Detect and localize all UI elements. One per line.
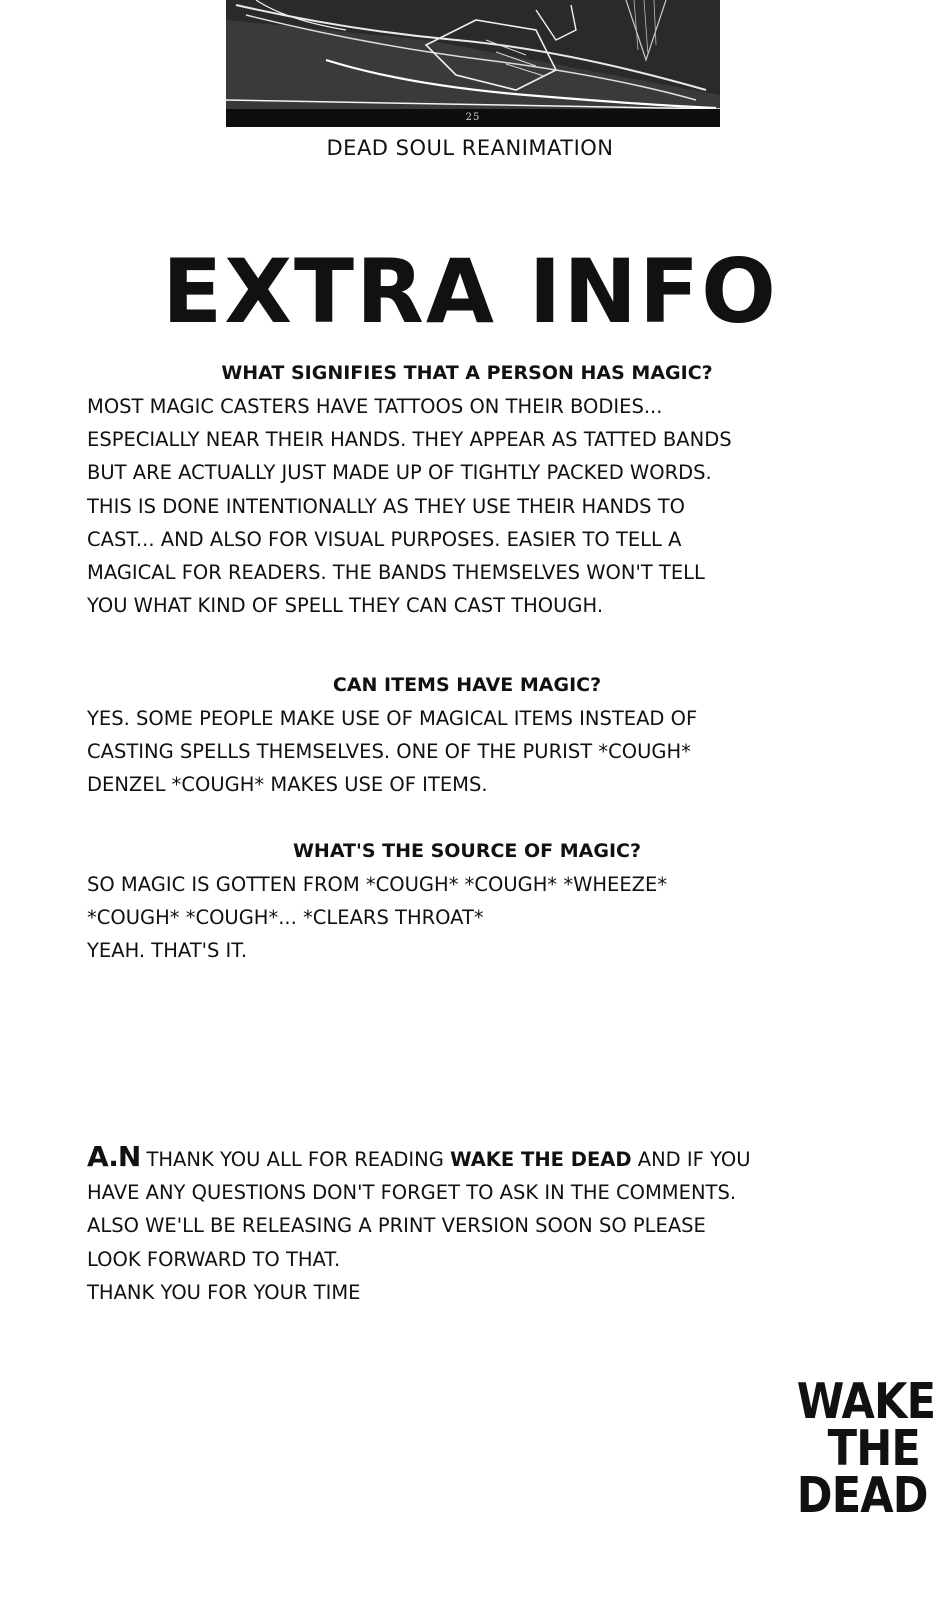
author-note-line: LOOK FORWARD TO THAT. (87, 1247, 341, 1271)
question: CAN ITEMS HAVE MAGIC? (332, 674, 602, 696)
answer-line: YEAH. THAT'S IT. (87, 939, 248, 963)
answer-line: ESPECIALLY NEAR THEIR HANDS. THEY APPEAR AS TATTED BANDS (87, 428, 732, 452)
question: WHAT'S THE SOURCE OF MAGIC? (292, 840, 642, 862)
answer-line: CAST... AND ALSO FOR VISUAL PURPOSES. EASIER TO TELL A (87, 527, 682, 551)
answer-line: MOST MAGIC CASTERS HAVE TATTOOS ON THEIR BODIES... (87, 395, 663, 418)
answer-line: *COUGH* *COUGH*... *CLEARS THROAT* (87, 906, 484, 930)
author-note-text: AND IF YOU (637, 1148, 751, 1171)
panel-artwork (226, 0, 720, 127)
series-title: WAKE THE DEAD (450, 1148, 632, 1171)
page-title: EXTRA INFO (162, 240, 778, 343)
page-number: 25 (226, 109, 720, 127)
author-note-mark: A.N (87, 1140, 141, 1173)
series-logo (796, 1373, 936, 1524)
answer-line: THIS IS DONE INTENTIONALLY AS THEY USE THEIR HANDS TO (87, 494, 685, 518)
answer-line: DENZEL *COUGH* MAKES USE OF ITEMS. (87, 773, 488, 797)
logo-line: WAKE (796, 1373, 936, 1430)
author-note-line: THANK YOU FOR YOUR TIME (87, 1280, 361, 1304)
answer-line: MAGICAL FOR READERS. THE BANDS THEMSELVES WON'T TELL (87, 561, 705, 585)
panel-caption: DEAD SOUL REANIMATION (326, 136, 614, 160)
author-note-line: HAVE ANY QUESTIONS DON'T FORGET TO ASK IN THE COMMENTS. (87, 1181, 737, 1205)
qa-section-2 (87, 669, 847, 802)
answer-line: SO MAGIC IS GOTTEN FROM *COUGH* *COUGH* *WHEEZE* (87, 873, 668, 896)
author-note-text: THANK YOU ALL FOR READING (146, 1148, 444, 1171)
answer (87, 868, 847, 968)
answer-line: YES. SOME PEOPLE MAKE USE OF MAGICAL ITEMS INSTEAD OF (87, 707, 698, 730)
answer-line: CASTING SPELLS THEMSELVES. ONE OF THE PURIST *COUGH* (87, 740, 691, 764)
question: WHAT SIGNIFIES THAT A PERSON HAS MAGIC? (221, 362, 713, 384)
author-note-line (87, 1140, 867, 1176)
answer (87, 390, 847, 622)
answer (87, 702, 847, 802)
qa-section-1 (87, 357, 847, 622)
comic-panel (226, 0, 720, 127)
author-note (87, 1140, 867, 1309)
logo-line: DEAD (796, 1467, 928, 1524)
answer-line: YOU WHAT KIND OF SPELL THEY CAN CAST THOUGH. (87, 594, 604, 618)
answer-line: BUT ARE ACTUALLY JUST MADE UP OF TIGHTLY PACKED WORDS. (87, 461, 712, 485)
logo-line: THE (827, 1420, 920, 1477)
qa-section-3 (87, 835, 847, 968)
author-note-line: ALSO WE'LL BE RELEASING A PRINT VERSION SOON SO PLEASE (87, 1214, 706, 1238)
